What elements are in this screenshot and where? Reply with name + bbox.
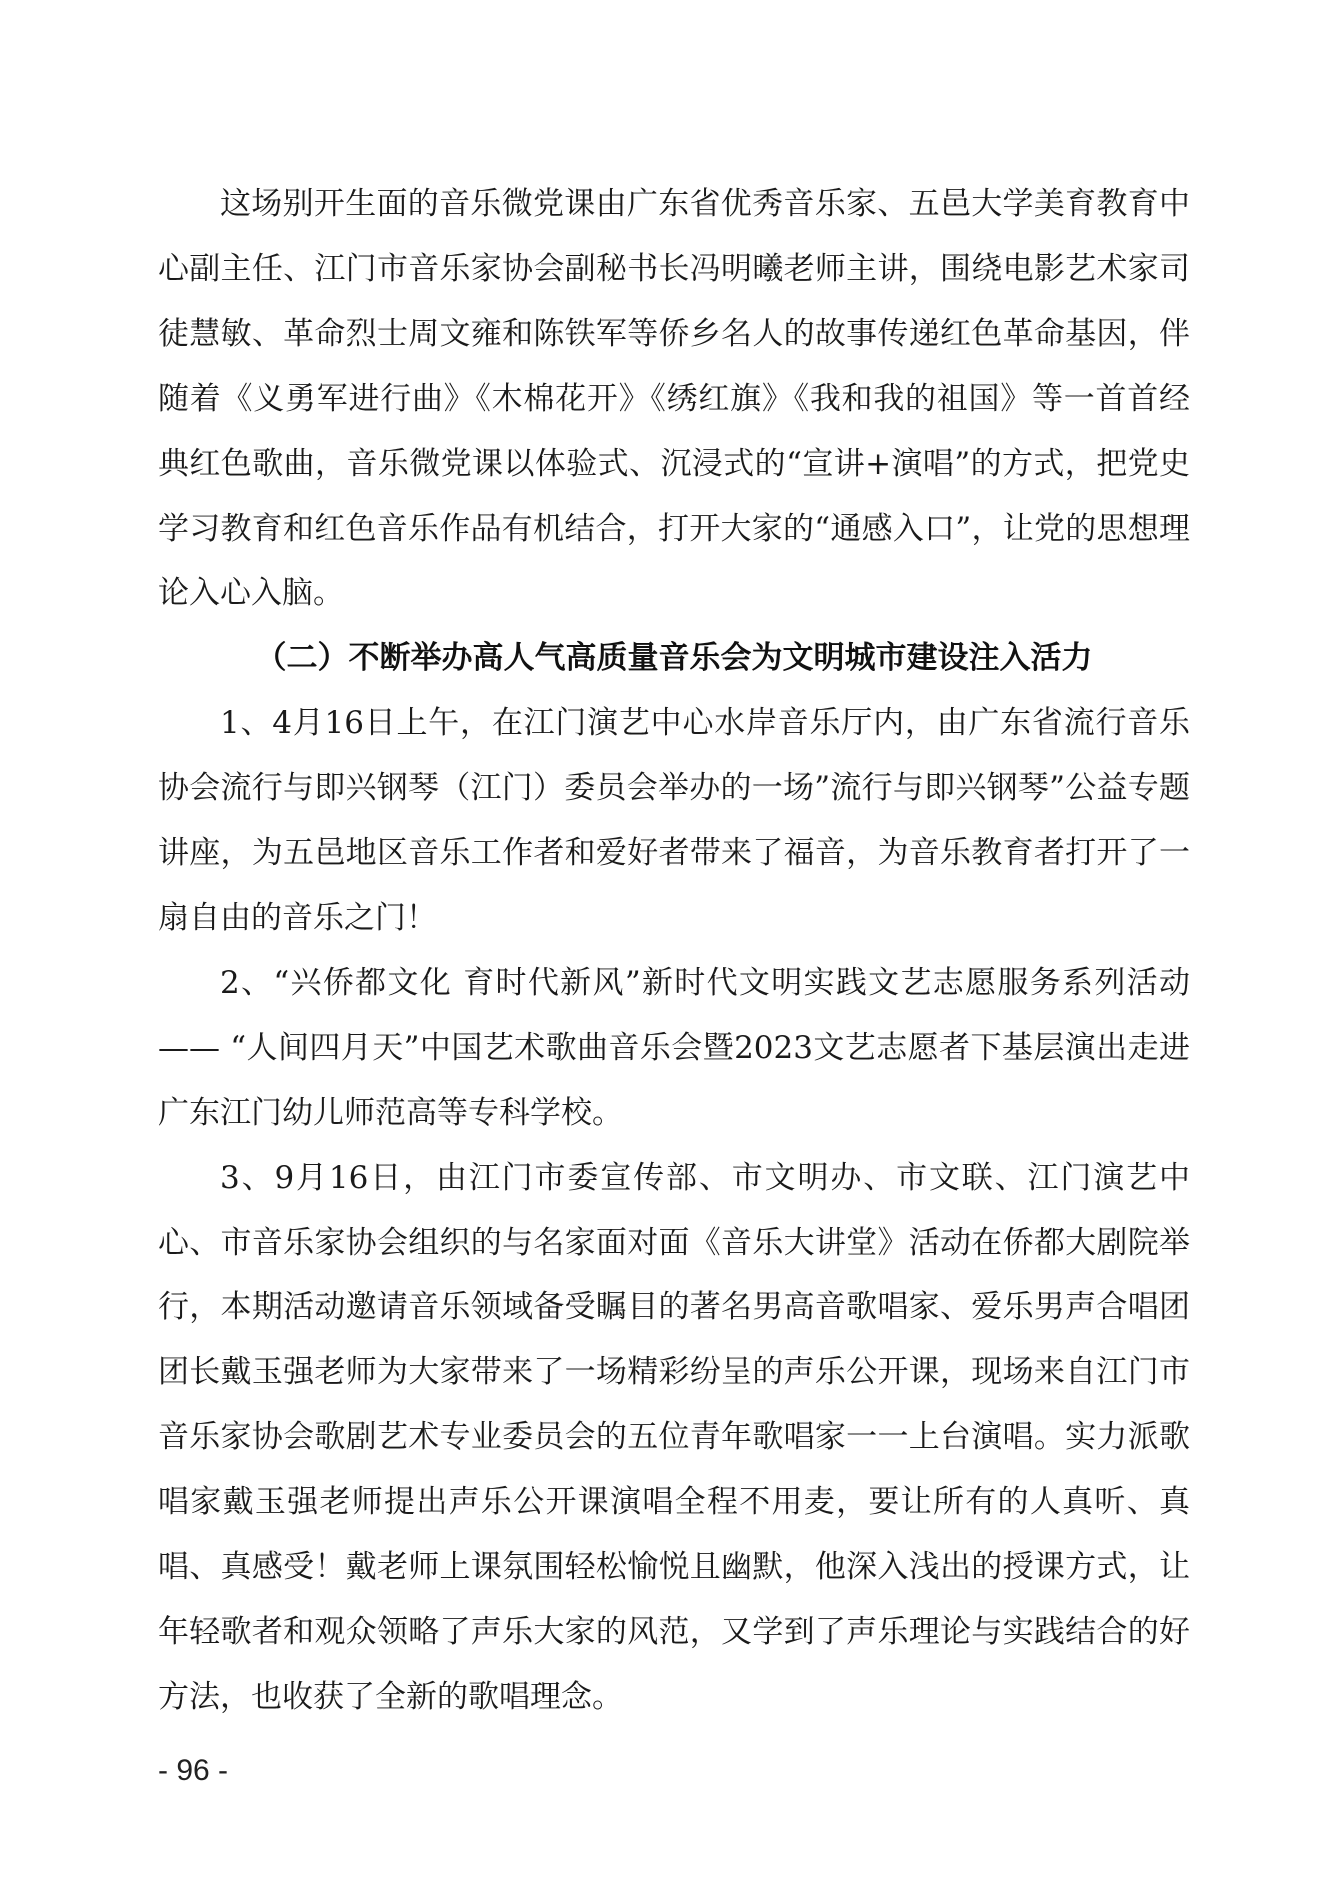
paragraph-item-3-music-lecture-hall: 3、9月16日，由江门市委宣传部、市文明办、市文联、江门演艺中心、市音乐家协会组织的与名家面对面《音乐大讲堂》活动在侨都大剧院举行，本期活动邀请音乐领域备受瞩目的著名男高音歌唱家、爱乐男声合唱团团长戴玉强老师为大家带来了一场精彩纷呈的声乐公开课，现场来自江门市音乐家协会歌剧艺术专业委员会的五位青年歌唱家一一上台演唱。实力派歌唱家戴玉强老师提出声乐公开课演唱全程不用麦，要让所有的人真听、真唱、真感受！戴老师上课氛围轻松愉悦且幽默，他深入浅出的授课方式，让年轻歌者和观众领略了声乐大家的风范，又学到了声乐理论与实践结合的好方法，也收获了全新的歌唱理念。	[158, 1159, 1190, 1715]
page-number: - 96 -	[158, 1754, 229, 1787]
paragraph-item-2-art-song-concert: 2、“兴侨都文化 育时代新风”新时代文明实践文艺志愿服务系列活动—— “人间四月天”中国艺术歌曲音乐会暨2023文艺志愿者下基层演出走进广东江门幼儿师范高等专科学校。	[158, 964, 1190, 1131]
paragraph-item-1-piano-lecture: 1、4月16日上午，在江门演艺中心水岸音乐厅内，由广东省流行音乐协会流行与即兴钢琴（江门）委员会举办的一场”流行与即兴钢琴”公益专题讲座，为五邑地区音乐工作者和爱好者带来了福音，为音乐教育者打开了一扇自由的音乐之门！	[158, 705, 1190, 936]
document-body	[158, 172, 1190, 1730]
section-heading-concerts: （二）不断举办高人气高质量音乐会为文明城市建设注入活力	[255, 640, 1093, 677]
paragraph-music-party-lesson: 这场别开生面的音乐微党课由广东省优秀音乐家、五邑大学美育教育中心副主任、江门市音乐家协会副秘书长冯明曦老师主讲，围绕电影艺术家司徒慧敏、革命烈士周文雍和陈铁军等侨乡名人的故事传递红色革命基因，伴随着《义勇军进行曲》《木棉花开》《绣红旗》《我和我的祖国》等一首首经典红色歌曲，音乐微党课以体验式、沉浸式的“宣讲+演唱”的方式，把党史学习教育和红色音乐作品有机结合，打开大家的“通感入口”，让党的思想理论入心入脑。	[158, 186, 1190, 612]
